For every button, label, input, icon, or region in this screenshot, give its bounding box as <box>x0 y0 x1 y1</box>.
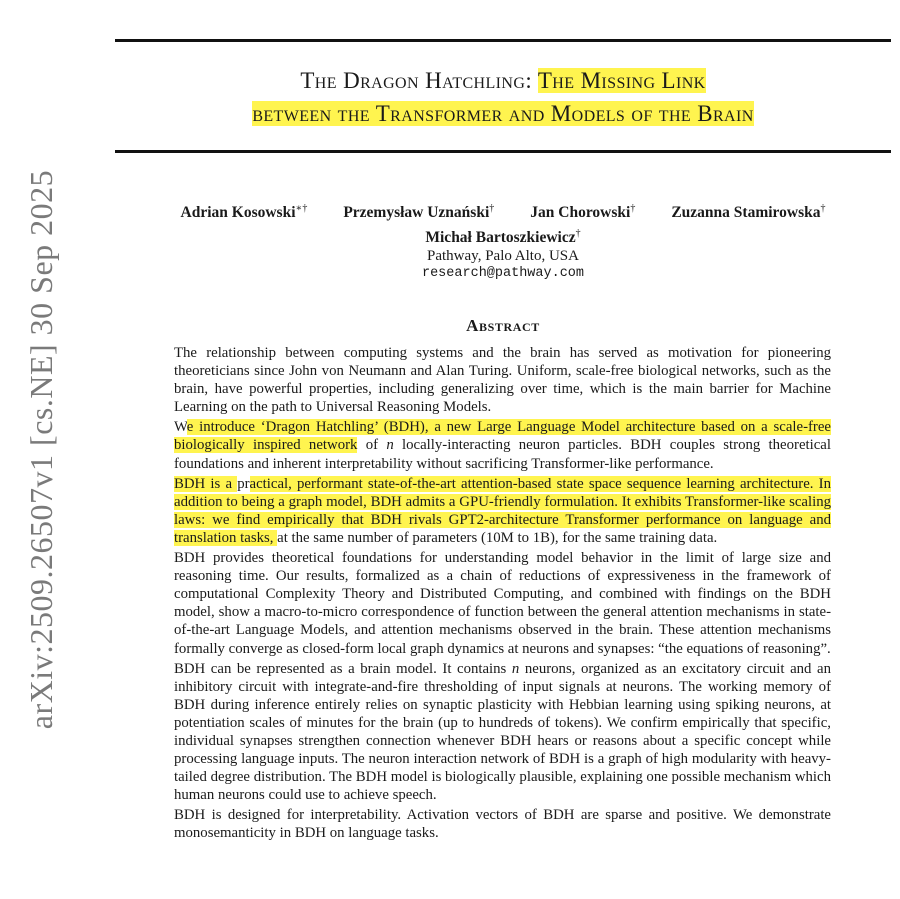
abstract-paragraph: BDH is a practical, performant state-of-the-art attention-based state space sequence learning architecture. In addition to being a graph model, BDH admits a GPU-friendly formulation. It exhibits Transformer-like scaling laws: we find empirically that BDH rivals GPT2-architecture Transformer performance on language and translation tasks, at the same number of parameters (10M to 1B), for the same training data. <box>174 475 832 546</box>
abstract-paragraph: BDH can be represented as a brain model. It contains n neurons, organized as an excitatory circuit and an inhibitory circuit with integrate-and-fire thresholding of input signals at neurons. The working memory of BDH during inference entirely relies on synaptic plasticity with Hebbian learning using spiking neurons, at potentiation scales of minutes for the brain (up to hundreds of tokens). We confirm empirically that specific, individual synapses strengthen connection whenever BDH hears or reasons about a specific concept while processing language inputs. The neuron interaction network of BDH is a graph of high modularity with heavy-tailed degree distribution. The BDH model is biologically plausible, explaining one possible mechanism which human neurons could use to achieve speech. <box>174 660 831 804</box>
abstract-heading: Abstract <box>466 316 540 335</box>
title-part-highlight-1: The Missing Link <box>537 68 706 93</box>
arxiv-stamp <box>12 0 72 899</box>
abstract-paragraph: BDH is designed for interpretability. Activation vectors of BDH are sparse and positive. We demonstrate monosemanticity in BDH on language tasks. <box>174 807 831 842</box>
author-row-1 <box>115 198 891 223</box>
author: Michał Bartoszkiewicz† <box>425 228 581 247</box>
title-rule-bottom <box>115 150 891 153</box>
paper-title <box>115 64 891 130</box>
abstract-body <box>174 344 831 845</box>
author: Jan Chorowski† <box>530 203 636 222</box>
arxiv-stamp-text: arXiv:2509.26507v1 [cs.NE] 30 Sep 2025 <box>23 169 60 730</box>
author: Adrian Kosowski∗† <box>180 203 308 222</box>
title-part-highlight-2: between the Transformer and Models of the Brain <box>252 101 754 126</box>
abstract-paragraph: BDH provides theoretical foundations for understanding model behavior in the limit of large size and reasoning time. Our results, formalized as a chain of reductions of expressiveness in the framework of computational Complexity Theory and Distributed Computing, and combined with findings on the BDH model, show a macro-to-micro correspondence of function between the general attention mechanisms in state-of-the-art Language Models, and attention mechanisms observed in the brain. These attention mechanisms formally converge as closed-form local graph dynamics at neurons and synapses: “the equations of reasoning”. <box>174 550 831 657</box>
author-row-2 <box>115 223 891 248</box>
title-part-plain: The Dragon Hatchling: <box>300 68 538 93</box>
highlight: e introduce ‘Dragon Hatchling’ (BDH), a new Large Language Model architecture based on a scale-free biologically inspired network <box>174 419 831 454</box>
affiliation: Pathway, Palo Alto, USA <box>427 248 579 264</box>
abstract-paragraph: The relationship between computing systems and the brain has served as motivation for pioneering theoreticians since John von Neumann and Alan Turing. Uniform, scale-free biological networks, such as the brain, have powerful properties, including generalizing over time, which is the main barrier for Machine Learning on the path to Universal Reasoning Models. <box>174 345 831 416</box>
contact-email: research@pathway.com <box>421 266 585 281</box>
author: Zuzanna Stamirowska† <box>671 203 826 222</box>
highlight: BDH is a <box>174 475 238 492</box>
author-list <box>115 198 891 248</box>
title-line-1 <box>115 64 891 97</box>
highlight: actical, performant state-of-the-art attention-based state space sequence learning architecture. In addition to being a graph model, BDH admits a GPU-friendly formulation. It exhibits Transformer-like scaling laws: we find empirically that BDH rivals GPT2-architecture Transformer performance on language and translation tasks, <box>174 475 832 546</box>
affiliation-block <box>115 247 891 283</box>
abstract-paragraph: We introduce ‘Dragon Hatchling’ (BDH), a new Large Language Model architecture based on a scale-free biologically inspired network of n locally-interacting neuron particles. BDH couples strong theoretical foundations and inherent interpretability without sacrificing Transformer-like performance. <box>174 419 831 472</box>
title-line-2 <box>115 97 891 130</box>
author: Przemysław Uznański† <box>343 203 495 222</box>
title-rule-top <box>115 39 891 42</box>
